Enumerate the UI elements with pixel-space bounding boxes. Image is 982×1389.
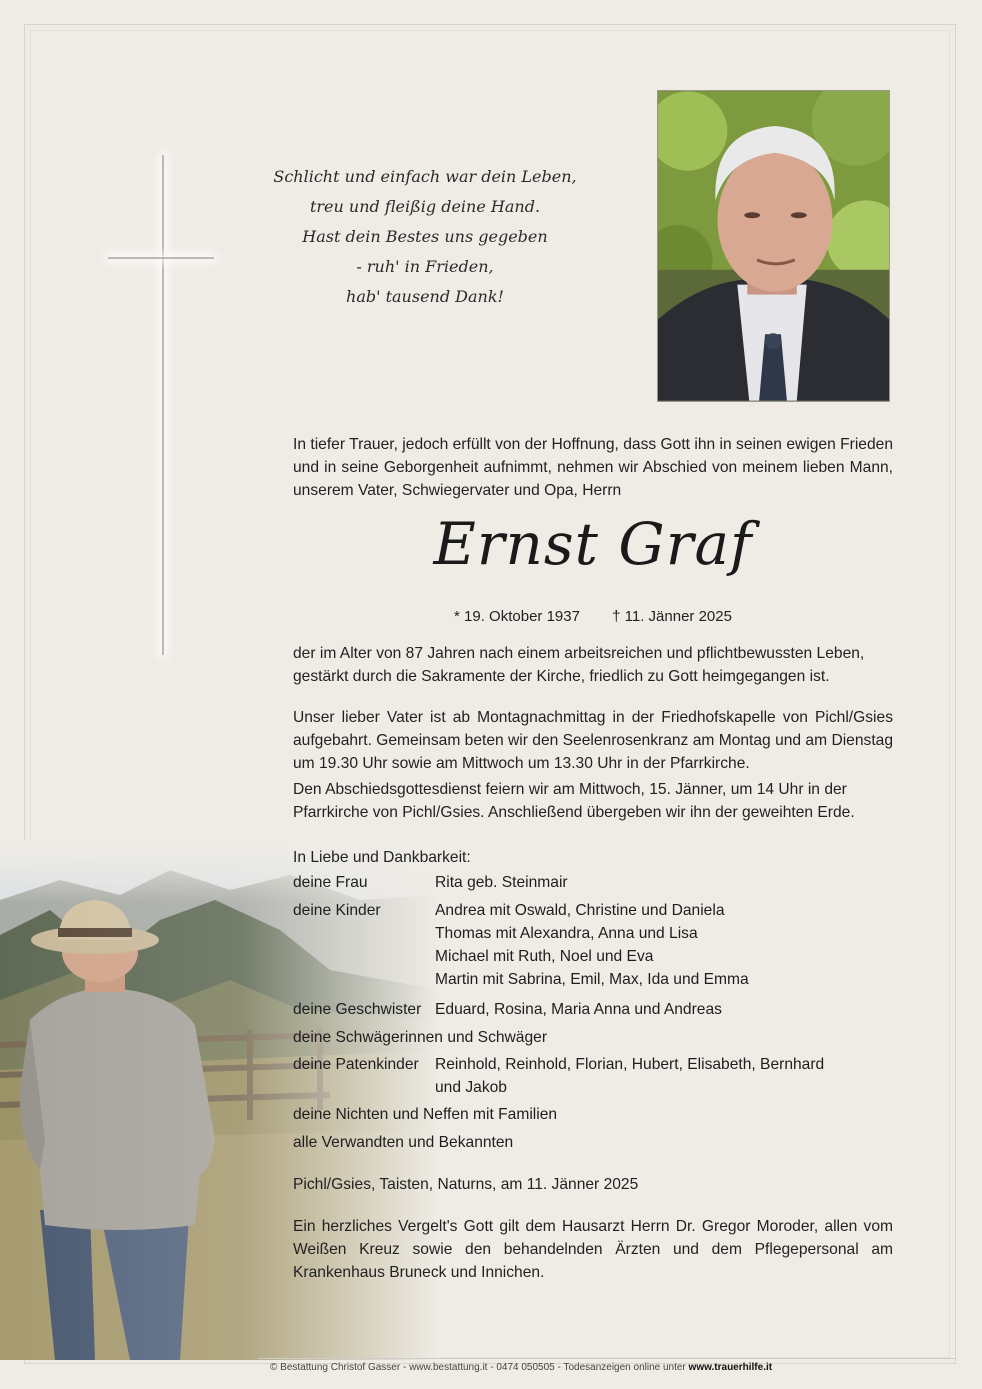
- cross-icon: [98, 130, 228, 660]
- poem-line: treu und fleißig deine Hand.: [309, 197, 541, 216]
- mourner-label: deine Geschwister: [293, 1001, 422, 1018]
- intro-text: In tiefer Trauer, jedoch erfüllt von der Hoffnung, dass Gott ihn in seinen ewigen Frieden und in seine Geborgenheit aufnimmt, nehmen wir Abschied von meinem lieben Mann, unserem Vater, Schwiegervater und Opa, Herrn: [293, 436, 893, 499]
- footer-divider: [258, 1358, 956, 1359]
- birth-date: * 19. Oktober 1937: [454, 608, 580, 625]
- mourner-names: [435, 998, 865, 1021]
- thanks-text: Ein herzliches Vergelt's Gott gilt dem Hausarzt Herrn Dr. Gregor Moroder, allen vom Weißen Kreuz sowie den behandelnden Ärzten und dem Pflegepersonal am Krankenhaus Bruneck und Innichen.: [293, 1218, 893, 1281]
- mourner-label: alle Verwandten und Bekannten: [293, 1134, 514, 1151]
- mourner-line: Eduard, Rosina, Maria Anna und Andreas: [435, 1001, 722, 1018]
- deceased-name: Ernst Graf: [433, 510, 753, 578]
- poem-line: Hast dein Bestes uns gegeben: [302, 227, 548, 246]
- footer-link[interactable]: www.trauerhilfe.it: [688, 1362, 773, 1373]
- death-date: † 11. Jänner 2025: [612, 608, 732, 625]
- mourners-intro: In Liebe und Dankbarkeit:: [293, 849, 471, 866]
- mourner-line: Rita geb. Steinmair: [435, 874, 568, 891]
- mourner-line: und Jakob: [435, 1079, 507, 1096]
- funeral-text: Den Abschiedsgottesdienst feiern wir am Mittwoch, 15. Jänner, um 14 Uhr in der Pfarrkirche von Pichl/Gsies. Anschließend übergeben wir ihn der geweihten Erde.: [293, 781, 855, 821]
- mourner-label: deine Frau: [293, 874, 368, 891]
- life-dates: [293, 608, 893, 625]
- place-date: Pichl/Gsies, Taisten, Naturns, am 11. Jänner 2025: [293, 1176, 639, 1193]
- cross-horizontal-bar: [108, 257, 214, 259]
- mourner-names: [435, 871, 865, 894]
- life-text: der im Alter von 87 Jahren nach einem arbeitsreichen und pflichtbewussten Leben, gestärkt durch die Sakramente der Kirche, friedlich zu Gott heimgegangen ist.: [293, 645, 865, 685]
- mourner-label: deine Nichten und Neffen mit Familien: [293, 1106, 558, 1123]
- mourner-line: Martin mit Sabrina, Emil, Max, Ida und Emma: [435, 971, 749, 988]
- poem-line: hab' tausend Dank!: [346, 287, 504, 306]
- poem-line: Schlicht und einfach war dein Leben,: [273, 167, 577, 186]
- mourner-line: Thomas mit Alexandra, Anna und Lisa: [435, 925, 698, 942]
- mourner-line: Reinhold, Reinhold, Florian, Hubert, Elisabeth, Bernhard: [435, 1056, 825, 1073]
- mourner-names: [435, 899, 865, 991]
- mourner-label: deine Kinder: [293, 902, 381, 919]
- cross-vertical-bar: [162, 155, 164, 655]
- poem: [260, 162, 590, 312]
- mourner-names: [435, 1053, 865, 1099]
- footer: [270, 1362, 970, 1373]
- poem-line: - ruh' in Frieden,: [356, 257, 494, 276]
- mourner-label: deine Patenkinder: [293, 1056, 419, 1073]
- footer-text: © Bestattung Christof Gasser - www.bestattung.it - 0474 050505 - Todesanzeigen online unter: [270, 1362, 689, 1373]
- wake-text: Unser lieber Vater ist ab Montagnachmittag in der Friedhofskapelle von Pichl/Gsies aufgebahrt. Gemeinsam beten wir den Seelenrosenkranz am Montag und am Dienstag um 19.30 Uhr sowie am Mittwoch um 13.30 Uhr in der Pfarrkirche.: [293, 709, 893, 772]
- mourner-line: Michael mit Ruth, Noel und Eva: [435, 948, 654, 965]
- mourner-label: deine Schwägerinnen und Schwäger: [293, 1029, 548, 1046]
- portrait-photo: [657, 90, 890, 402]
- mourner-line: Andrea mit Oswald, Christine und Daniela: [435, 902, 725, 919]
